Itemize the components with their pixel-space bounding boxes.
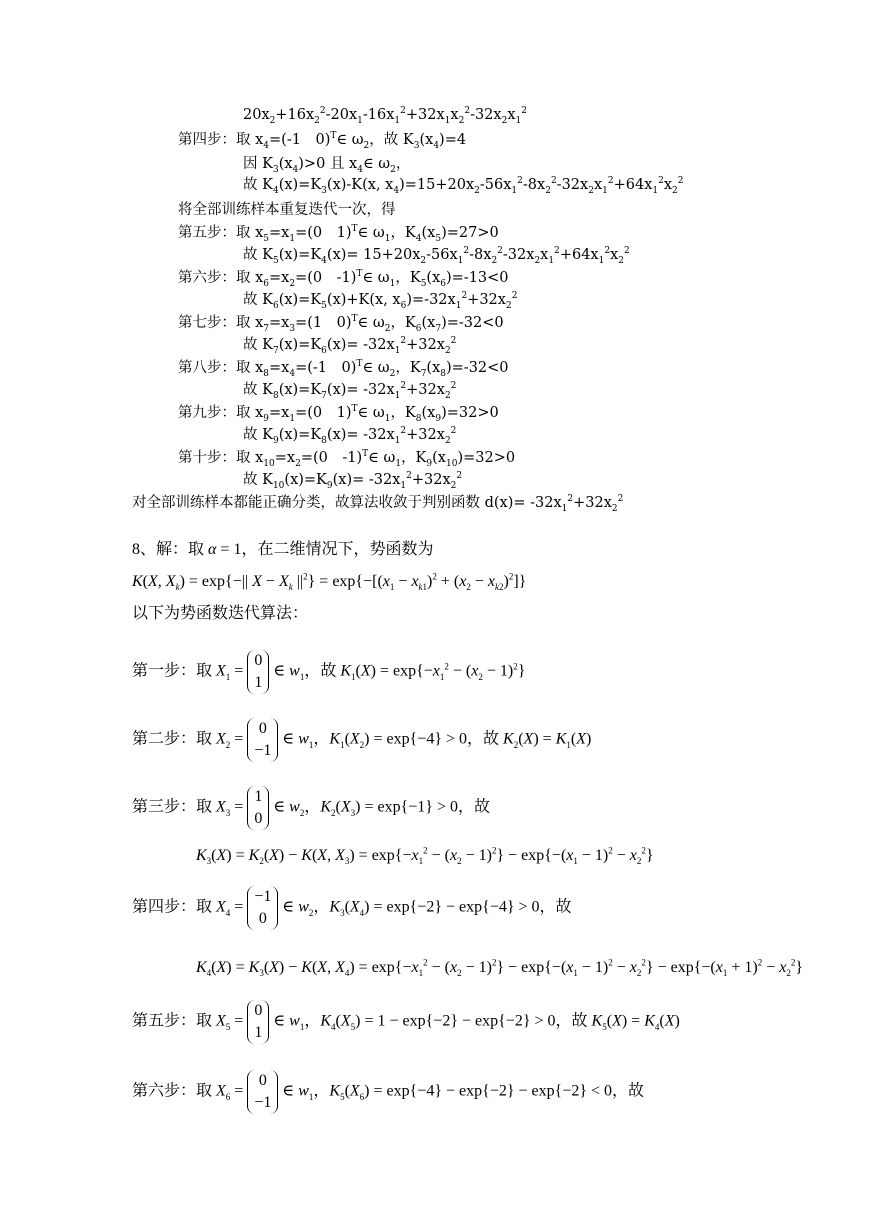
text-line: 第十步：取 $x_{10}=x_2=(0$ -1)$^T$∈ $\omega_1$，$K_9(x_{10})=32>0$ <box>178 449 516 469</box>
text-line: 将全部训练样本重复迭代一次，得 <box>178 202 396 218</box>
text-line: 第五步：取 $X_5$ = 0 1 ∈ $w_1$，$K_4(X_5) = 1 - \exp\{-2\} - \exp\{-2\} > 0$，故 $K_5(X) = K_4(X)$ <box>132 1000 680 1044</box>
text-line: 第六步：取 $x_6=x_2=(0$ -1)$^T$∈ $\omega_1$，$K_5(x_6)=-13<0$ <box>178 269 509 289</box>
text-line: 第三步：取 $X_3$ = 1 0 ∈ $w_2$，$K_2(X_3) = \exp\{-1\} > 0$，故 <box>132 786 490 830</box>
text-line: 第二步：取 $X_2$ = 0 −1 ∈ $w_1$，$K_1(X_2) = \exp\{-4\} > 0$，故 $K_2(X) = K_1(X)$ <box>132 718 591 762</box>
text-line: 8、解：取 α = 1，在二维情况下，势函数为 <box>132 541 434 558</box>
text-line: $20x_2+16x_2^2-20x_1-16x_1^2+32x_1x_2^2-32x_2x_1^2$ <box>243 106 527 126</box>
text-line: 第一步：取 $X_1$ = 0 1 ∈ $w_1$，故 $K_1(X) = \exp\{-x_1^2 - (x_2 - 1)^2\}$ <box>132 650 525 694</box>
text-line: 第六步：取 $X_6$ = 0 −1 ∈ $w_1$，$K_5(X_6) = \exp\{-4\} - \exp\{-2\} - \exp\{-2\} < 0$，故 <box>132 1070 644 1114</box>
text-line: 以下为势函数迭代算法： <box>132 605 309 622</box>
text-line: 第八步：取 $x_8=x_4=(-1$ 0)$^T$∈ $\omega_2$，$K_7(x_8)=-32<0$ <box>178 359 509 379</box>
text-line: 第四步：取 $x_4=(-1$ 0)$^T$∈ $\omega_2$，故 $K_3(x_4)=4$ <box>178 131 467 151</box>
text-line: 故 $K_{10}(x)=K_9(x)= -32x_1^2+32x_2^2$ <box>243 471 463 491</box>
text-line: $K_3(X) = K_2(X) - K(X$, $X_3) = \exp\{-x_1^2 - (x_2 - 1)^2\} - \exp\{-(x_1 - 1)^2 - x_2^2\}$ <box>196 845 654 867</box>
text-line: 故 $K_5(x)=K_4(x)= 15+20x_2-56x_1^2-8x_2^2-32x_2x_1^2+64x_1^2x_2^2$ <box>243 246 630 266</box>
text-line: 第九步：取 $x_9=x_1=(0$ 1)$^T$∈ $\omega_1$，$K_8(x_9)=32>0$ <box>178 404 499 424</box>
text-line: $K_4(X) = K_3(X) - K(X$, $X_4) = \exp\{-x_1^2 - (x_2 - 1)^2\} - \exp\{-(x_1 - 1)^2 - x_2^2\} - \exp\{-(x_1 + 1)^2 - x_2^2\}$ <box>196 957 804 979</box>
text-line: 故 $K_8(x)=K_7(x)= -32x_1^2+32x_2^2$ <box>243 381 457 401</box>
text-line: K(X, $X_k) = \exp\{-||$ $X - X_k$ $||^2\} = \exp\{-[(x_1 - x_{k1})^2 + (x_2 - x_{k2})^2]\}$ <box>132 571 527 593</box>
text-line: 故 $K_6(x)=K_5(x)+K(x$, $x_6)=-32x_1^2+32x_2^2$ <box>243 291 518 311</box>
text-line: 第五步：取 $x_5=x_1=(0$ 1)$^T$∈ $\omega_1$，$K_4(x_5)=27>0$ <box>178 224 499 244</box>
text-line: 故 $K_9(x)=K_8(x)= -32x_1^2+32x_2^2$ <box>243 426 457 446</box>
text-line: 对全部训练样本都能正确分类，故算法收敛于判别函数 $d(x)= -32x_1^2+32x_2^2$ <box>132 494 624 514</box>
text-line: 第七步：取 $x_7=x_3=(1$ 0)$^T$∈ $\omega_2$，$K_6(x_7)=-32<0$ <box>178 314 504 334</box>
text-line: 故 $K_4(x)=K_3(x)-K(x$, $x_4)=15+20x_2-56x_1^2-8x_2^2-32x_2x_1^2+64x_1^2x_2^2$ <box>243 176 684 196</box>
text-line: 第四步：取 $X_4$ = −1 0 ∈ $w_2$，$K_3(X_4) = \exp\{-2\} - \exp\{-4\} > 0$，故 <box>132 886 572 930</box>
text-line: 因 $K_3(x_4)>0$ 且 $x_4\in$ $\omega_2$， <box>243 156 411 175</box>
text-line: 故 $K_7(x)=K_6(x)= -32x_1^2+32x_2^2$ <box>243 336 457 356</box>
